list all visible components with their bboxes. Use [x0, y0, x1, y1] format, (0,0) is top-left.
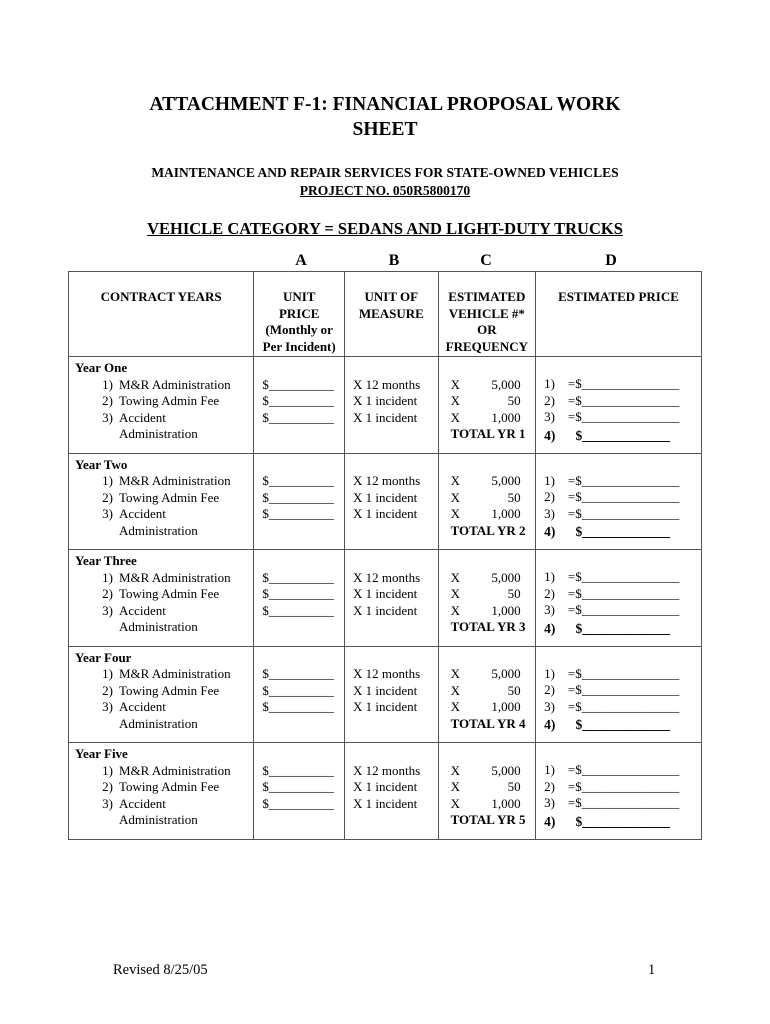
header-vehicle-line: FREQUENCY — [445, 338, 528, 354]
estimated-price-field[interactable]: 2) =$_______________ — [544, 392, 680, 408]
column-letter-a: A — [295, 252, 307, 269]
header-unit-price-line: UNIT — [282, 289, 316, 304]
unit-of-measure: X 12 months — [353, 376, 421, 392]
unit-price-cell — [254, 743, 345, 840]
year-total-label: TOTAL YR 5 — [450, 812, 526, 827]
estimated-price-field[interactable]: 2) =$_______________ — [544, 585, 680, 601]
title-line-2: SHEET — [352, 119, 418, 140]
unit-price-field[interactable]: $__________ — [262, 586, 334, 601]
multiply-symbol: X — [450, 795, 460, 811]
multiply-symbol: X — [450, 489, 460, 505]
estimated-quantity — [445, 796, 531, 813]
quantity-value: 1,000 — [491, 602, 521, 618]
unit-of-measure: X 12 months — [353, 762, 421, 778]
line-item-number: 3) — [102, 795, 113, 811]
contract-year-cell — [69, 357, 254, 454]
line-item-number: 1) — [102, 376, 113, 392]
estimated-quantity — [445, 666, 531, 683]
unit-of-measure-cell — [345, 646, 439, 743]
line-item-label: M&R Administration — [119, 473, 231, 488]
line-item — [75, 410, 249, 427]
vehicle-category: VEHICLE CATEGORY = SEDANS AND LIGHT-DUTY TRUCKS — [147, 219, 623, 238]
unit-of-measure-cell — [345, 743, 439, 840]
estimated-vehicle-cell — [438, 646, 535, 743]
estimated-vehicle-cell — [438, 743, 535, 840]
line-item-label: Towing Admin Fee — [119, 393, 220, 408]
line-item-label: Accident — [119, 602, 166, 618]
document-subtitle — [0, 164, 770, 200]
financial-proposal-table — [68, 271, 702, 840]
estimated-vehicle-cell — [438, 357, 535, 454]
line-item — [75, 586, 249, 603]
line-item — [75, 796, 249, 813]
header-unit-of-measure — [345, 272, 439, 357]
table-row — [69, 646, 702, 743]
quantity-value: 1,000 — [491, 409, 521, 425]
quantity-value: 50 — [507, 489, 521, 505]
estimated-price-field[interactable]: 3) =$_______________ — [544, 409, 680, 424]
quantity-value: 5,000 — [491, 473, 521, 488]
unit-price-cell — [254, 357, 345, 454]
estimated-quantity — [445, 377, 531, 394]
year-total-price-field[interactable]: 4) $_____________ — [544, 620, 671, 636]
quantity-value: 5,000 — [491, 762, 521, 778]
line-item — [75, 570, 249, 587]
estimated-price-cell — [536, 743, 702, 840]
line-item-label-continued: Administration — [119, 426, 198, 441]
unit-of-measure: X 12 months — [353, 569, 421, 585]
quantity-value: 5,000 — [491, 376, 521, 392]
estimated-price-field[interactable]: 1) =$_______________ — [544, 569, 680, 584]
column-letter-d: D — [605, 252, 617, 269]
unit-of-measure: X 1 incident — [353, 699, 418, 714]
line-item-number: 3) — [102, 699, 113, 714]
line-item-number: 3) — [102, 602, 113, 618]
line-item — [75, 490, 249, 507]
estimated-quantity — [445, 779, 531, 796]
multiply-symbol: X — [450, 376, 460, 392]
unit-of-measure: X 1 incident — [353, 409, 418, 425]
header-vehicle-line: VEHICLE #* — [448, 305, 525, 321]
line-item-continued — [75, 523, 249, 540]
line-item-label: Towing Admin Fee — [119, 489, 220, 505]
header-vehicle-line: ESTIMATED — [448, 289, 526, 304]
year-title: Year One — [75, 360, 128, 375]
estimated-quantity — [445, 490, 531, 507]
line-item — [75, 779, 249, 796]
header-contract-years: CONTRACT YEARS — [69, 272, 254, 357]
year-total-price-field[interactable]: 4) $_____________ — [544, 524, 671, 539]
multiply-symbol: X — [450, 506, 460, 521]
unit-price-field[interactable]: $__________ — [262, 682, 334, 698]
quantity-value: 5,000 — [491, 569, 521, 585]
estimated-quantity — [445, 393, 531, 410]
header-unit-price — [254, 272, 345, 357]
line-item — [75, 699, 249, 716]
estimated-quantity — [445, 603, 531, 620]
header-vehicle-line: OR — [477, 322, 497, 337]
unit-of-measure: X 1 incident — [353, 586, 418, 601]
line-item-label-continued: Administration — [119, 619, 198, 634]
estimated-price-field[interactable]: 3) =$_______________ — [544, 795, 680, 810]
unit-price-cell — [254, 550, 345, 647]
line-item-continued — [75, 812, 249, 829]
line-item-label-continued: Administration — [119, 812, 198, 827]
estimated-price-cell — [536, 453, 702, 550]
quantity-value: 5,000 — [491, 666, 521, 681]
unit-of-measure: X 1 incident — [353, 506, 418, 521]
unit-price-field[interactable]: $__________ — [262, 473, 334, 488]
unit-price-field[interactable]: $__________ — [262, 569, 334, 585]
estimated-price-field[interactable]: 3) =$_______________ — [544, 602, 680, 617]
line-item-label: Accident — [119, 409, 166, 425]
multiply-symbol: X — [450, 409, 460, 425]
unit-price-field[interactable]: $__________ — [262, 489, 334, 505]
table-row — [69, 453, 702, 550]
multiply-symbol: X — [450, 699, 460, 714]
unit-of-measure: X 1 incident — [353, 779, 418, 794]
year-total-label: TOTAL YR 2 — [450, 522, 526, 538]
column-letter-b: B — [388, 252, 400, 269]
header-unit-price-line: Per Incident) — [262, 338, 336, 354]
unit-price-field[interactable]: $__________ — [262, 409, 334, 425]
header-unit-price-line: (Monthly or — [265, 322, 333, 337]
multiply-symbol: X — [450, 393, 460, 408]
contract-year-cell — [69, 550, 254, 647]
line-item-number: 2) — [102, 393, 113, 408]
year-total-label: TOTAL YR 1 — [450, 426, 526, 441]
estimated-price-field[interactable]: 2) =$_______________ — [544, 778, 680, 794]
quantity-value: 50 — [507, 779, 521, 794]
table-row — [69, 550, 702, 647]
title-line-1: ATTACHMENT F-1: FINANCIAL PROPOSAL WORK — [149, 94, 621, 115]
estimated-price-field[interactable]: 1) =$_______________ — [544, 665, 680, 681]
unit-of-measure: X 1 incident — [353, 682, 418, 698]
estimated-quantity — [445, 699, 531, 716]
multiply-symbol: X — [450, 762, 460, 778]
unit-price-field[interactable]: $__________ — [262, 376, 334, 392]
header-measure-line: UNIT OF — [364, 289, 419, 304]
header-estimated-price: ESTIMATED PRICE — [536, 272, 702, 357]
unit-of-measure: X 1 incident — [353, 602, 418, 618]
unit-price-field[interactable]: $__________ — [262, 666, 334, 681]
estimated-price-cell — [536, 357, 702, 454]
unit-price-field[interactable]: $__________ — [262, 795, 334, 811]
line-item-continued — [75, 619, 249, 636]
line-item-label: M&R Administration — [119, 569, 231, 585]
line-item — [75, 666, 249, 683]
line-item-label: Towing Admin Fee — [119, 682, 220, 698]
line-item — [75, 377, 249, 394]
line-item-label: Accident — [119, 506, 166, 521]
project-number: PROJECT NO. 050R5800170 — [299, 183, 471, 198]
unit-of-measure-cell — [345, 453, 439, 550]
unit-price-field[interactable]: $__________ — [262, 699, 334, 714]
unit-price-field[interactable]: $__________ — [262, 779, 334, 794]
year-total-price-field[interactable]: 4) $_____________ — [544, 813, 671, 829]
quantity-value: 50 — [507, 682, 521, 698]
year-total-price-field[interactable]: 4) $_____________ — [544, 427, 671, 443]
multiply-symbol: X — [450, 666, 460, 681]
document-title — [0, 92, 770, 142]
contract-year-cell — [69, 453, 254, 550]
multiply-symbol: X — [450, 586, 460, 601]
line-item-number: 2) — [102, 682, 113, 698]
year-total-label: TOTAL YR 4 — [450, 715, 526, 731]
revised-date: Revised 8/25/05 — [113, 962, 208, 978]
table-header-row — [69, 272, 702, 357]
unit-price-cell — [254, 646, 345, 743]
estimated-quantity — [445, 683, 531, 700]
estimated-quantity — [445, 586, 531, 603]
unit-price-field[interactable]: $__________ — [262, 506, 334, 521]
quantity-value: 50 — [507, 393, 521, 408]
estimated-price-field[interactable]: 2) =$_______________ — [544, 682, 680, 697]
estimated-quantity — [445, 506, 531, 523]
estimated-price-field[interactable]: 1) =$_______________ — [544, 376, 680, 391]
line-item-label: Accident — [119, 699, 166, 714]
subtitle-text: MAINTENANCE AND REPAIR SERVICES FOR STATE-OWNED VEHICLES — [151, 165, 619, 180]
column-letter-c: C — [480, 252, 492, 269]
year-title: Year Two — [75, 456, 128, 472]
quantity-value: 1,000 — [491, 506, 521, 521]
line-item-number: 1) — [102, 473, 113, 488]
line-item-label-continued: Administration — [119, 715, 198, 731]
line-item-number: 2) — [102, 489, 113, 505]
line-item-number: 1) — [102, 666, 113, 681]
unit-price-field[interactable]: $__________ — [262, 393, 334, 408]
line-item-continued — [75, 716, 249, 733]
year-total-label: TOTAL YR 3 — [450, 619, 526, 634]
estimated-price-field[interactable]: 3) =$_______________ — [544, 505, 680, 521]
estimated-price-field[interactable]: 3) =$_______________ — [544, 698, 680, 714]
contract-year-cell — [69, 743, 254, 840]
line-item-continued — [75, 426, 249, 443]
year-title: Year Three — [75, 553, 137, 568]
multiply-symbol: X — [450, 682, 460, 698]
year-title: Year Five — [75, 746, 128, 761]
estimated-quantity — [445, 570, 531, 587]
line-item-label: M&R Administration — [119, 666, 231, 681]
unit-of-measure: X 12 months — [353, 473, 421, 488]
line-item-number: 1) — [102, 762, 113, 778]
unit-of-measure: X 1 incident — [353, 489, 418, 505]
line-item-number: 2) — [102, 586, 113, 601]
line-item — [75, 506, 249, 523]
unit-price-cell — [254, 453, 345, 550]
line-item-number: 2) — [102, 779, 113, 794]
estimated-vehicle-cell — [438, 453, 535, 550]
unit-of-measure: X 12 months — [353, 666, 421, 681]
multiply-symbol: X — [450, 602, 460, 618]
header-unit-price-line: PRICE — [278, 305, 320, 321]
unit-of-measure-cell — [345, 550, 439, 647]
unit-of-measure: X 1 incident — [353, 393, 418, 408]
estimated-vehicle-cell — [438, 550, 535, 647]
unit-price-field[interactable]: $__________ — [262, 602, 334, 618]
page-number: 1 — [648, 962, 656, 978]
estimated-quantity — [445, 410, 531, 427]
estimated-price-field[interactable]: 1) =$_______________ — [544, 472, 680, 488]
contract-year-cell — [69, 646, 254, 743]
line-item — [75, 393, 249, 410]
estimated-price-field[interactable]: 2) =$_______________ — [544, 489, 680, 504]
line-item-number: 3) — [102, 506, 113, 521]
unit-price-field[interactable]: $__________ — [262, 762, 334, 778]
header-measure-line: MEASURE — [358, 305, 424, 321]
line-item-label: Accident — [119, 795, 166, 811]
line-item — [75, 683, 249, 700]
line-item-label: Towing Admin Fee — [119, 779, 220, 794]
estimated-quantity — [445, 473, 531, 490]
header-estimated-vehicle — [438, 272, 535, 357]
multiply-symbol: X — [450, 473, 460, 488]
quantity-value: 50 — [507, 586, 521, 601]
quantity-value: 1,000 — [491, 795, 521, 811]
line-item-label: Towing Admin Fee — [119, 586, 220, 601]
unit-of-measure: X 1 incident — [353, 795, 418, 811]
estimated-price-field[interactable]: 1) =$_______________ — [544, 762, 680, 777]
table-row — [69, 743, 702, 840]
estimated-price-cell — [536, 550, 702, 647]
line-item — [75, 473, 249, 490]
estimated-quantity — [445, 763, 531, 780]
multiply-symbol: X — [450, 779, 460, 794]
table-row — [69, 357, 702, 454]
unit-of-measure-cell — [345, 357, 439, 454]
quantity-value: 1,000 — [491, 699, 521, 714]
line-item-label: M&R Administration — [119, 762, 231, 778]
estimated-price-cell — [536, 646, 702, 743]
multiply-symbol: X — [450, 569, 460, 585]
year-title: Year Four — [75, 649, 132, 665]
line-item-label: M&R Administration — [119, 376, 231, 392]
line-item — [75, 763, 249, 780]
line-item-number: 1) — [102, 569, 113, 585]
line-item-label-continued: Administration — [119, 522, 198, 538]
line-item — [75, 603, 249, 620]
year-total-price-field[interactable]: 4) $_____________ — [544, 717, 671, 732]
line-item-number: 3) — [102, 409, 113, 425]
